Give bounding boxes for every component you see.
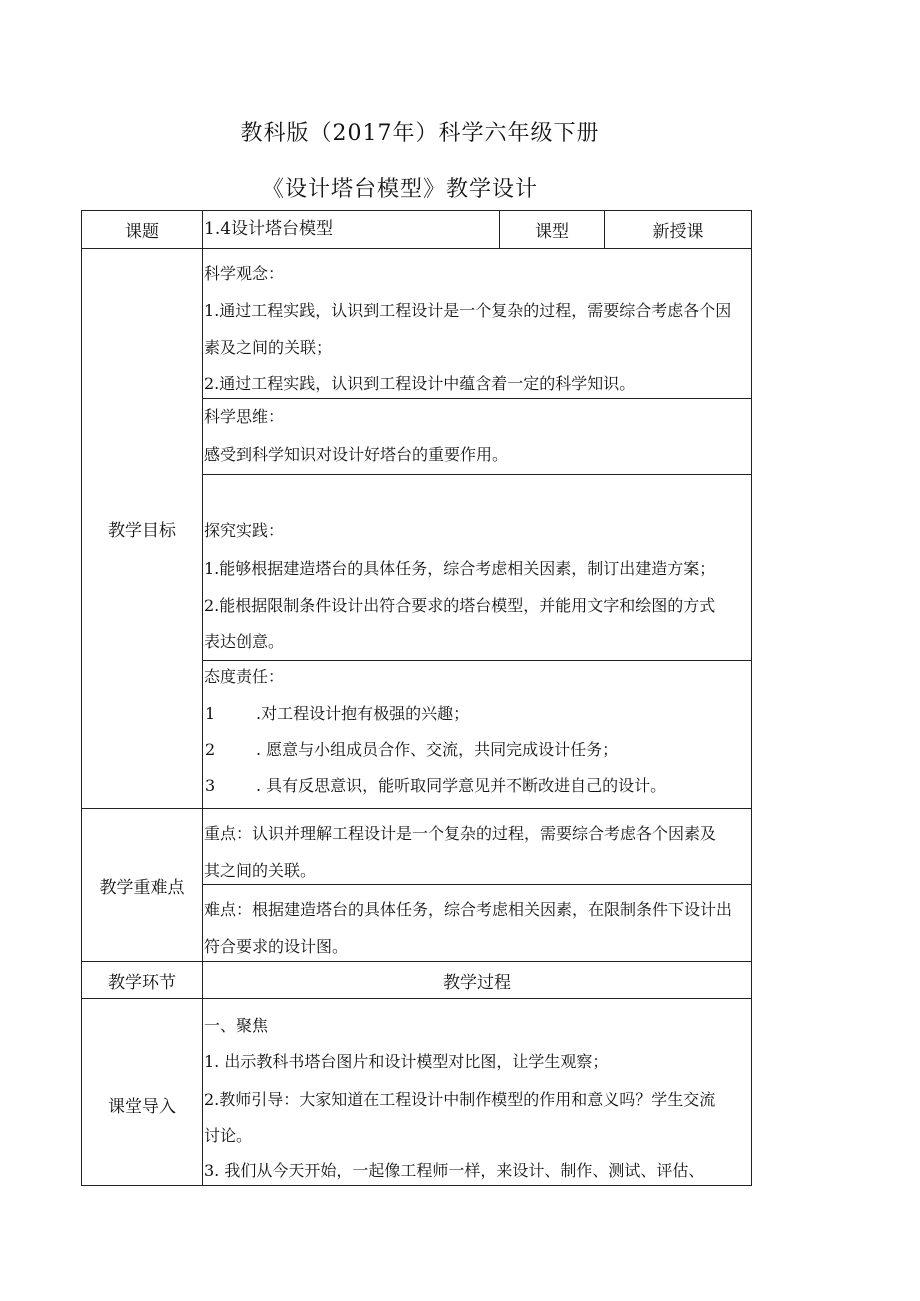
- focus-line: 重点：认识并理解工程设计是一个复杂的过程，需要综合考虑各个因素及: [204, 824, 717, 843]
- intro-line: 1. 出示教科书塔台图片和设计模型对比图，让学生观察；: [204, 1052, 609, 1071]
- process-column-header: 教学过程: [443, 972, 511, 993]
- focus-line: 其之间的关联。: [204, 861, 317, 880]
- intro-stage-label: 课堂导入: [108, 1096, 176, 1117]
- attitude-item-text: .对工程设计抱有极强的兴趣；: [256, 704, 470, 723]
- concept-heading: 科学观念：: [204, 264, 285, 283]
- intro-line: 一、聚焦: [204, 1016, 269, 1035]
- attitude-item-number: 2: [205, 740, 216, 759]
- intro-line: 3. 我们从今天开始，一起像工程师一样，来设计、制作、测试、评估、: [204, 1161, 705, 1180]
- lesson-type-value: 新授课: [652, 222, 704, 242]
- attitude-heading: 态度责任：: [204, 667, 285, 686]
- attitude-item-number: 1: [205, 704, 216, 723]
- difficulty-line: 难点：根据建造塔台的具体任务，综合考虑相关因素，在限制条件下设计出: [204, 900, 733, 919]
- difficulty-line: 符合要求的设计图。: [204, 937, 349, 956]
- inquiry-line: 2.能根据限制条件设计出符合要求的塔台模型，并能用文字和绘图的方式: [204, 596, 716, 615]
- document-title: 教科版（2017年）科学六年级下册: [240, 121, 600, 146]
- topic-label: 课题: [125, 222, 159, 242]
- objectives-label: 教学目标: [108, 521, 176, 541]
- row-divider: [202, 660, 751, 661]
- attitude-item-number: 3: [205, 776, 216, 795]
- intro-line: 讨论。: [204, 1126, 253, 1145]
- topic-value: 1.4设计塔台模型: [204, 219, 334, 239]
- inquiry-heading: 探究实践：: [204, 521, 285, 540]
- column-divider: [202, 211, 203, 1185]
- thinking-heading: 科学思维：: [204, 407, 285, 426]
- inquiry-line: 表达创意。: [204, 632, 285, 651]
- key-points-label: 教学重难点: [99, 877, 185, 898]
- concept-line: 1.通过工程实践，认识到工程设计是一个复杂的过程，需要综合考虑各个因: [204, 301, 732, 320]
- stage-column-header: 教学环节: [108, 972, 176, 993]
- intro-line: 2.教师引导：大家知道在工程设计中制作模型的作用和意义吗？学生交流: [204, 1090, 716, 1109]
- attitude-item-text: . 愿意与小组成员合作、交流，共同完成设计任务；: [256, 740, 619, 759]
- row-divider: [202, 474, 751, 475]
- attitude-item-text: . 具有反思意识，能听取同学意见并不断改进自己的设计。: [256, 776, 667, 795]
- concept-line: 素及之间的关联；: [204, 338, 333, 357]
- document-subtitle: 《设计塔台模型》教学设计: [261, 177, 538, 202]
- lesson-plan-table: [81, 210, 752, 1186]
- concept-line: 2.通过工程实践，认识到工程设计中蕴含着一定的科学知识。: [204, 374, 636, 393]
- lesson-type-label: 课型: [535, 222, 569, 242]
- inquiry-line: 1.能够根据建造塔台的具体任务，综合考虑相关因素，制订出建造方案；: [204, 559, 716, 578]
- thinking-line: 感受到科学知识对设计好塔台的重要作用。: [204, 445, 509, 464]
